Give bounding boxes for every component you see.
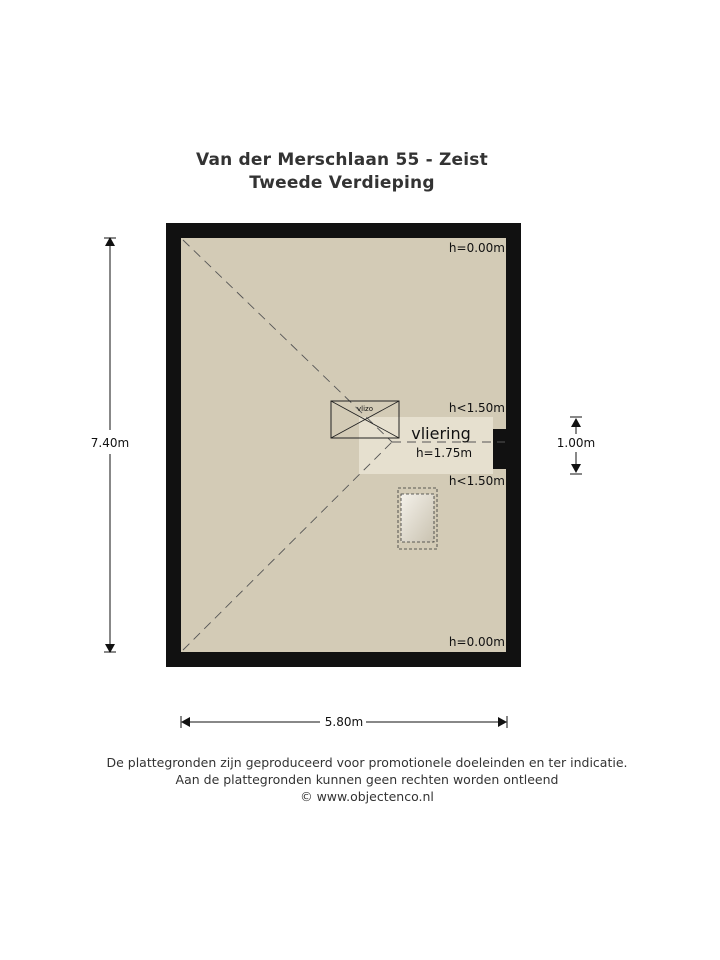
height-dimension (91, 237, 129, 653)
attic-height-label: h=1.75m (415, 446, 473, 460)
hatch-label: vlizo (357, 405, 373, 413)
width-dimension (181, 715, 507, 729)
width-dimension-label: 5.80m (324, 715, 364, 729)
disclaimer-line-2: Aan de plattegronden kunnen geen rechten worden ontleend (175, 772, 559, 787)
opening-dimension (557, 417, 595, 474)
height-label-top: h=0.00m (448, 241, 505, 255)
plan-title: Van der Merschlaan 55 - Zeist (196, 150, 488, 170)
height-label-bottom: h=0.00m (448, 635, 505, 649)
height-label-mid-upper: h<1.50m (448, 401, 505, 415)
wall-opening (493, 429, 521, 469)
copyright: © www.objectenco.nl (300, 789, 434, 804)
height-label-mid-lower: h<1.50m (448, 474, 505, 488)
opening-dimension-label: 1.00m (556, 436, 596, 450)
height-dimension-label: 7.40m (90, 436, 130, 450)
skylight (398, 488, 437, 549)
attic-label: vliering (411, 424, 471, 443)
disclaimer-line-1: De plattegronden zijn geproduceerd voor promotionele doeleinden en ter indicatie. (106, 755, 628, 770)
floor-name: Tweede Verdieping (249, 173, 435, 193)
